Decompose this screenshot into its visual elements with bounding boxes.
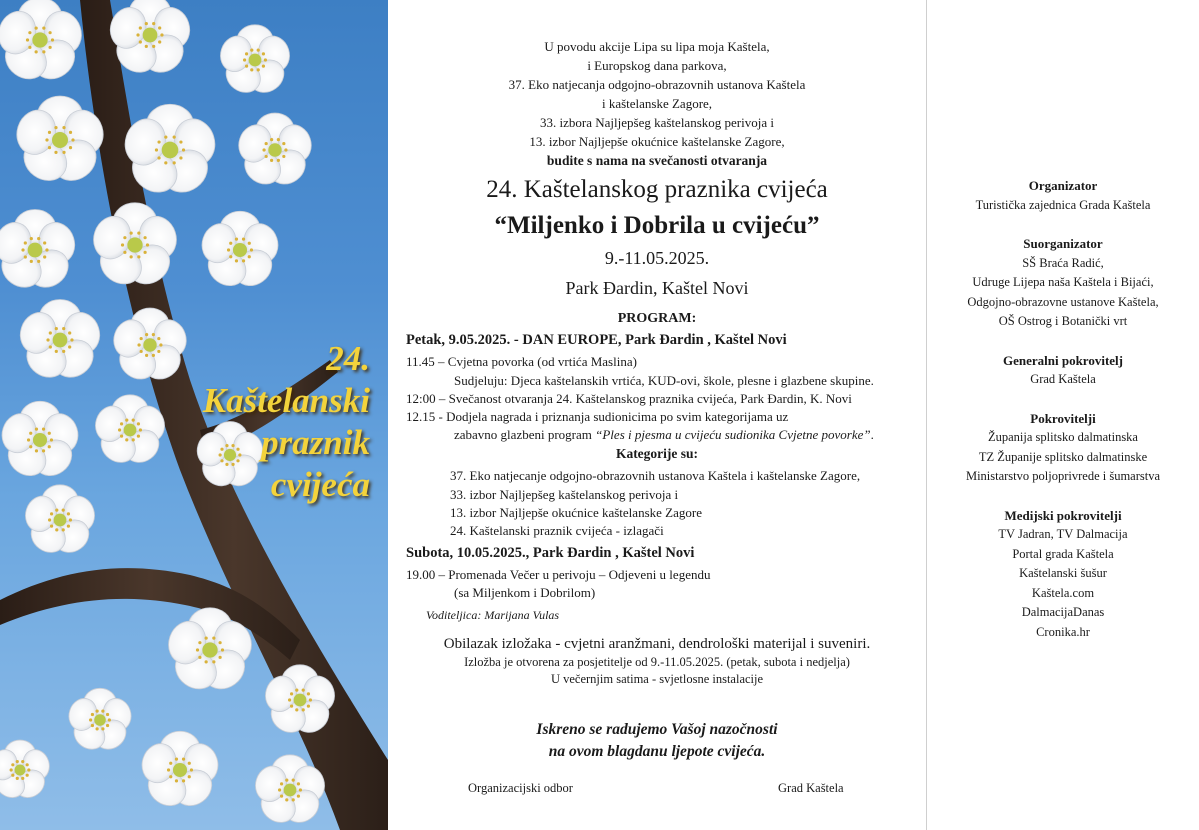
program-line: 12.15 - Dodjela nagrada i priznanja sudionicima po svim kategorijama uz bbox=[406, 409, 789, 424]
program-line: Sudjeluju: Djeca kaštelanskih vrtića, KUD-ovi, škole, plesne i glazbene skupine. bbox=[454, 373, 874, 388]
blossom bbox=[0, 210, 80, 295]
program-line-music bbox=[454, 426, 874, 443]
media-sponsor-item: Cronika.hr bbox=[1036, 624, 1090, 639]
music-title: “Ples i pjesma u cvijeću sudionika Cvjetne povorke” bbox=[595, 427, 871, 442]
closing-text bbox=[388, 719, 926, 763]
media-sponsor-item: Portal grada Kaštela bbox=[1012, 546, 1114, 561]
exhibition-line: Izložba je otvorena za posjetitelje od 9.-11.05.2025. (petak, subota i nedjelja) bbox=[464, 655, 850, 669]
program-line: (sa Miljenkom i Dobrilom) bbox=[454, 585, 596, 600]
credits-panel bbox=[927, 176, 1199, 642]
intro-line: 33. izbora Najljepšeg kaštelanskog perivoja i bbox=[540, 115, 774, 130]
blossom bbox=[88, 203, 182, 292]
cover-title bbox=[150, 338, 370, 506]
closing-line: Iskreno se radujemo Vašoj nazočnosti bbox=[536, 721, 778, 738]
organizer-item: Turistička zajednica Grada Kaštela bbox=[975, 197, 1151, 212]
media-sponsor-item: Kaštela.com bbox=[1031, 585, 1095, 600]
music-prefix: zabavno glazbeni program bbox=[454, 427, 596, 442]
categories-heading: Kategorije su: bbox=[615, 446, 699, 461]
exhibition-line: U večernjim satima - svjetlosne instalacije bbox=[550, 672, 764, 686]
blossom bbox=[0, 740, 53, 803]
day1-heading: Petak, 9.05.2025. - DAN EUROPE, Park Đardin , Kaštel Novi bbox=[406, 332, 787, 348]
media-sponsor-item: DalmacijaDanas bbox=[1021, 605, 1105, 619]
event-title: 24. Kaštelanskog praznika cvijeća bbox=[486, 176, 828, 203]
organizer-heading: Organizator bbox=[1028, 178, 1098, 193]
intro-line: i kaštelanske Zagore, bbox=[601, 96, 713, 111]
category-item: 33. izbor Najljepšeg kaštelanskog perivoja i bbox=[450, 487, 679, 502]
media-sponsors-heading: Medijski pokrovitelji bbox=[1004, 507, 1122, 523]
signature-right: Grad Kaštela bbox=[778, 781, 844, 795]
blossom bbox=[197, 211, 283, 293]
media-sponsor-item: TV Jadran, TV Dalmacija bbox=[998, 527, 1128, 541]
music-suffix: . bbox=[870, 427, 874, 442]
blossom bbox=[15, 300, 105, 385]
event-subtitle: “Miljenko i Dobrila u cvijeću” bbox=[494, 212, 820, 239]
invitation-panel bbox=[388, 0, 926, 830]
coorganizer-item: Udruge Lijepa naša Kaštela i Bijaći, bbox=[972, 275, 1154, 289]
category-item: 13. izbor Najljepše okućnice kaštelanske Zagore bbox=[450, 505, 702, 520]
blossom bbox=[137, 731, 223, 813]
intro-line: i Europskog dana parkova, bbox=[587, 58, 727, 73]
blossom bbox=[0, 0, 87, 87]
event-dates: 9.-11.05.2025. bbox=[604, 248, 710, 268]
event-place: Park Đardin, Kaštel Novi bbox=[565, 278, 749, 298]
closing-line: na ovom blagdanu ljepote cvijeća. bbox=[548, 743, 766, 760]
general-sponsor-heading: Generalni pokrovitelj bbox=[1002, 352, 1123, 368]
category-item: 24. Kaštelanski praznik cvijeća - izlagači bbox=[450, 523, 664, 538]
cover-title-line: Kaštelanski bbox=[202, 381, 370, 420]
coorganizer-heading: Suorganizator bbox=[1023, 236, 1103, 251]
coorganizer-item: SŠ Braća Radić, bbox=[1022, 255, 1104, 270]
sponsor-item: Ministarstvo poljoprivrede i šumarstva bbox=[965, 469, 1161, 483]
coorganizer-item: Odgojno-obrazovne ustanove Kaštela, bbox=[967, 294, 1159, 309]
program-heading: PROGRAM: bbox=[617, 311, 697, 326]
blossom bbox=[21, 485, 99, 559]
cover-title-line: praznik bbox=[261, 423, 370, 462]
day2-heading: Subota, 10.05.2025., Park Đardin , Kaštel Novi bbox=[406, 545, 695, 561]
moderator: Voditeljica: Marijana Vulas bbox=[426, 608, 560, 622]
signature-left: Organizacijski odbor bbox=[468, 781, 573, 795]
exhibition-line: Obilazak izložaka - cvjetni aranžmani, dendrološki materijal i suveniri. bbox=[443, 636, 871, 652]
category-item: 37. Eko natjecanje odgojno-obrazovnih ustanova Kaštela i kaštelanske Zagore, bbox=[450, 468, 861, 483]
sponsor-item: TZ Županije splitsko dalmatinske bbox=[978, 449, 1148, 464]
sponsor-item: Županija splitsko dalmatinska bbox=[988, 430, 1138, 444]
program-line: 12:00 – Svečanost otvaranja 24. Kaštelanskog praznika cvijeća, Park Đardin, K. Novi bbox=[406, 391, 852, 406]
blossom bbox=[0, 401, 83, 483]
invite-line: budite s nama na svečanosti otvaranja bbox=[546, 153, 768, 168]
intro-line: 13. izbor Najljepše okućnice kaštelanske Zagore, bbox=[529, 134, 785, 149]
cover-title-line: 24. bbox=[326, 339, 370, 378]
intro-line: 37. Eko natjecanja odgojno-obrazovnih ustanova Kaštela bbox=[508, 77, 806, 92]
intro-line: U povodu akcije Lipa su lipa moja Kaštela, bbox=[544, 39, 770, 54]
media-sponsor-item: Kaštelanski šušur bbox=[1019, 566, 1107, 580]
cover-title-line: cvijeća bbox=[270, 465, 370, 504]
general-sponsor-item: Grad Kaštela bbox=[1030, 372, 1096, 386]
coorganizer-item: OŠ Ostrog i Botanički vrt bbox=[998, 314, 1128, 328]
blossom bbox=[216, 25, 294, 99]
program-line: 11.45 – Cvjetna povorka (od vrtića Maslina) bbox=[406, 354, 637, 369]
blossom bbox=[234, 113, 316, 191]
cover-panel bbox=[0, 0, 388, 830]
program-line: 19.00 – Promenada Večer u perivoju – Odjeveni u legendu bbox=[406, 567, 711, 582]
intro-text bbox=[388, 37, 926, 170]
sponsors-heading: Pokrovitelji bbox=[1030, 410, 1096, 426]
blossom bbox=[65, 688, 135, 755]
